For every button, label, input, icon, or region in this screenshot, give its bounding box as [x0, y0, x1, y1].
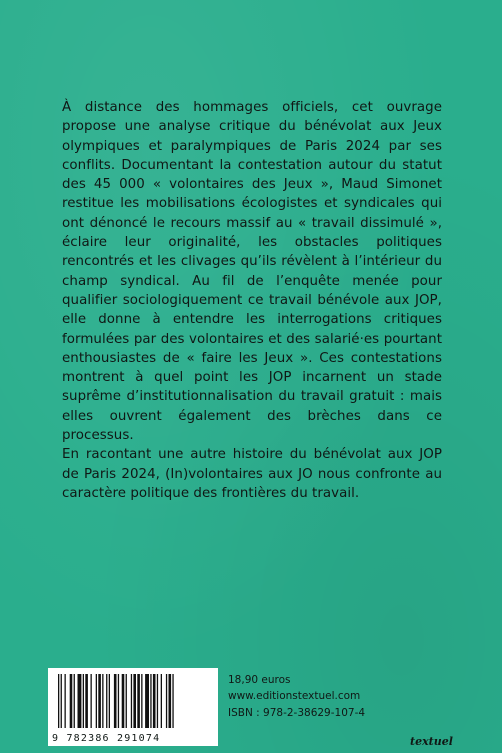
barcode-bar	[102, 674, 103, 728]
barcode-number: 9 782386 291074	[52, 733, 161, 744]
barcode-bar	[157, 674, 158, 728]
barcode-bar	[145, 674, 149, 728]
publication-info	[228, 672, 365, 721]
isbn-barcode	[48, 668, 218, 746]
barcode-bar	[118, 674, 119, 728]
barcode-bar	[150, 674, 151, 728]
barcode-bar	[106, 674, 107, 728]
barcode-bar	[122, 674, 125, 728]
barcode-bar	[58, 674, 59, 728]
blurb-paragraph-2: En racontant une autre histoire du bénévolat aux JOP de Paris 2024, (In)volontaires aux JO nous confronte au caractère politique des frontières du travail.	[62, 447, 442, 501]
barcode-bar	[133, 674, 136, 728]
barcode-bar	[96, 674, 97, 728]
barcode-bar	[98, 674, 101, 728]
barcode-bars	[56, 674, 210, 728]
barcode-bar	[169, 674, 172, 728]
barcode-bar	[109, 674, 110, 728]
blurb-paragraph-1: À distance des hommages officiels, cet ouvrage propose une analyse critique du bénévolat aux Jeux olympiques et paralympiques de Paris 2024 par ses conflits. Documentant la contestation autour du statut des 45 000 « volontaires des Jeux », Maud Simonet restitue les mobilisations écologistes et syndicales qui ont dénoncé le recours massif au « travail dissimulé », éclaire leur originalité, les obstacles politiques rencontrés et les clivages qu’ils révèlent à l’intérieur du champ syndical. Au fil de l’enquête menée pour qualifier sociologiquement ce travail bénévole aux JOP, elle donne à entendre les interrogations critiques formulées par des volontaires et des salarié·es pourtant enthousiastes de « faire les Jeux ». Ces contestations montrent à quel point les JOP incarnent un stade suprême d’institutionnalisation du travail gratuit : mais elles ouvrent également des brèches dans ce processus.	[62, 100, 442, 444]
barcode-bar	[141, 674, 142, 728]
publisher-logo: textuel	[410, 735, 453, 748]
barcode-bar	[137, 674, 140, 728]
barcode-bar	[126, 674, 127, 728]
barcode-bar	[114, 674, 117, 728]
barcode-bar	[172, 674, 173, 728]
barcode-bar	[78, 674, 82, 728]
barcode-bar	[61, 674, 62, 728]
barcode-bar	[83, 674, 84, 728]
publisher-website: www.editionstextuel.com	[228, 690, 361, 703]
barcode-bar	[65, 674, 66, 728]
barcode-bar	[161, 674, 162, 728]
barcode-bar	[91, 674, 92, 728]
barcode-bar	[70, 674, 73, 728]
blurb-text	[62, 98, 442, 503]
barcode-bar	[74, 674, 75, 728]
price: 18,90 euros	[228, 674, 291, 686]
barcode-bar	[131, 674, 132, 728]
barcode-bar	[153, 674, 156, 728]
barcode-bar	[166, 674, 167, 728]
barcode-bar	[85, 674, 88, 728]
isbn: ISBN : 978-2-38629-107-4	[228, 706, 366, 719]
